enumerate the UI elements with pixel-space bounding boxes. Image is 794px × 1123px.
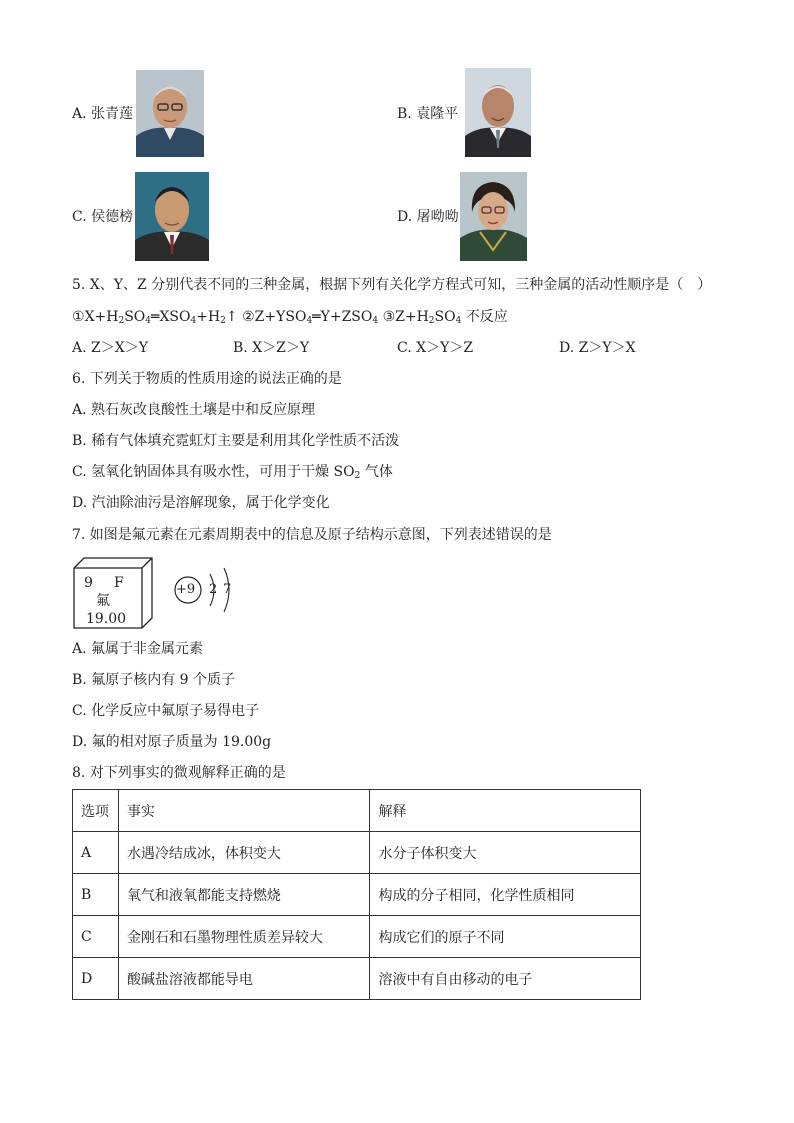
equation-1: $①X+H_2SO_4═XSO_4+H_2↑$ bbox=[72, 309, 238, 326]
element-symbol: F bbox=[114, 575, 124, 591]
element-name: 氟 bbox=[96, 593, 110, 609]
q7-stem: 7. 如图是氟元素在元素周期表中的信息及原子结构示意图，下列表述错误的是 bbox=[72, 527, 552, 543]
nucleus-charge: +9 bbox=[176, 582, 196, 597]
element-cell-fluorine bbox=[72, 556, 154, 630]
header-explanation: 解释 bbox=[370, 790, 641, 832]
q4-option-c bbox=[72, 208, 133, 226]
atom-structure-diagram bbox=[172, 562, 236, 618]
portrait-image-c bbox=[135, 172, 209, 261]
row-option: C bbox=[73, 916, 119, 958]
option-letter: C. bbox=[72, 209, 87, 225]
q7-option-c: C. 化学反应中氟原子易得电子 bbox=[72, 703, 260, 719]
equation-2: $②Z+YSO_4═Y+ZSO_4$ bbox=[242, 309, 379, 326]
q5-option-d: D. Z＞Y＞X bbox=[559, 340, 636, 356]
row-explanation: 溶液中有自由移动的电子 bbox=[370, 958, 641, 1000]
row-fact: 金刚石和石墨物理性质差异较大 bbox=[118, 916, 370, 958]
q4-option-b bbox=[397, 105, 458, 123]
option-letter: A. bbox=[72, 106, 87, 122]
q6-option-a: A. 熟石灰改良酸性土壤是中和反应原理 bbox=[72, 402, 316, 418]
q5-option-b: B. X＞Z＞Y bbox=[233, 340, 310, 356]
header-option: 选项 bbox=[73, 790, 119, 832]
q6-option-c: C. 氢氧化钠固体具有吸水性，可用于干燥 $SO_2$ 气体 bbox=[72, 464, 393, 481]
row-fact: 水遇冷结成冰，体积变大 bbox=[118, 832, 370, 874]
q8-table bbox=[72, 789, 641, 1000]
q5-stem: 5. X、Y、Z 分别代表不同的三种金属，根据下列有关化学方程式可知，三种金属的活动性顺序是（ ） bbox=[72, 277, 712, 293]
option-letter: B. bbox=[397, 106, 412, 122]
portrait-image-b bbox=[465, 68, 531, 157]
q4-option-a bbox=[72, 105, 133, 123]
row-fact: 氧气和液氧都能支持燃烧 bbox=[118, 874, 370, 916]
atomic-mass: 19.00 bbox=[86, 611, 127, 627]
equation-3: $③Z+H_2SO_4$ 不反应 bbox=[382, 309, 508, 326]
table-header-row bbox=[73, 790, 641, 832]
row-fact: 酸碱盐溶液都能导电 bbox=[118, 958, 370, 1000]
atomic-number: 9 bbox=[84, 575, 93, 591]
row-option: A bbox=[73, 832, 119, 874]
q6-option-d: D. 汽油除油污是溶解现象，属于化学变化 bbox=[72, 495, 330, 511]
q7-option-b: B. 氟原子核内有 9 个质子 bbox=[72, 672, 235, 688]
table-row bbox=[73, 958, 641, 1000]
q7-option-a: A. 氟属于非金属元素 bbox=[72, 641, 204, 657]
table-row bbox=[73, 874, 641, 916]
row-explanation: 水分子体积变大 bbox=[370, 832, 641, 874]
q5-option-a: A. Z＞X＞Y bbox=[72, 340, 148, 356]
header-fact: 事实 bbox=[118, 790, 370, 832]
portrait-image-a bbox=[136, 70, 204, 157]
q6-option-b: B. 稀有气体填充霓虹灯主要是利用其化学性质不活泼 bbox=[72, 433, 400, 449]
option-name: 屠呦呦 bbox=[416, 209, 459, 225]
portrait-image-d bbox=[460, 172, 527, 261]
option-name: 袁隆平 bbox=[416, 106, 459, 122]
q7-option-d: D. 氟的相对原子质量为 19.00g bbox=[72, 734, 272, 750]
q5-equations bbox=[72, 308, 508, 326]
q6-stem: 6. 下列关于物质的性质用途的说法正确的是 bbox=[72, 371, 342, 387]
row-explanation: 构成的分子相同，化学性质相同 bbox=[370, 874, 641, 916]
q4-option-d bbox=[397, 208, 459, 226]
q8-stem: 8. 对下列事实的微观解释正确的是 bbox=[72, 765, 286, 781]
option-name: 张青莲 bbox=[91, 106, 134, 122]
option-name: 侯德榜 bbox=[91, 209, 134, 225]
q5-option-c: C. X＞Y＞Z bbox=[397, 340, 474, 356]
shell-1-electrons: 2 bbox=[209, 582, 218, 597]
table-row bbox=[73, 832, 641, 874]
table-row bbox=[73, 916, 641, 958]
row-explanation: 构成它们的原子不同 bbox=[370, 916, 641, 958]
row-option: B bbox=[73, 874, 119, 916]
row-option: D bbox=[73, 958, 119, 1000]
shell-2-electrons: 7 bbox=[223, 582, 232, 597]
option-letter: D. bbox=[397, 209, 413, 225]
